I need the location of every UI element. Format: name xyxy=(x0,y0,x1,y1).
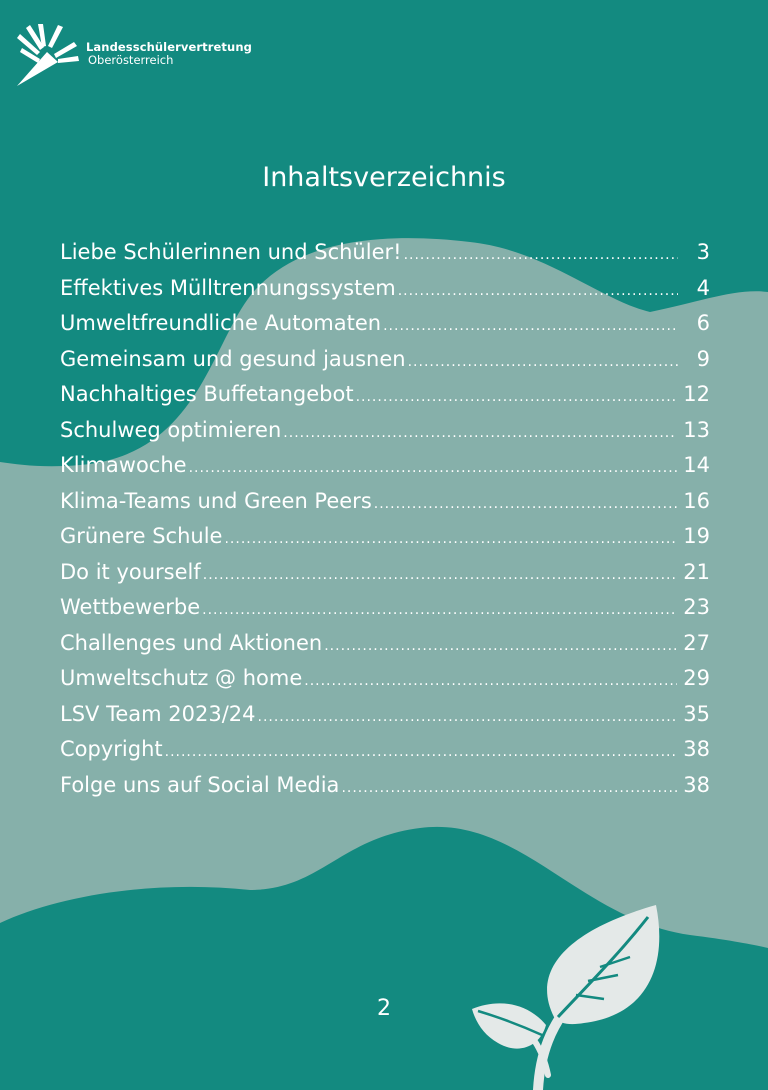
toc-dot-leader xyxy=(258,709,678,725)
toc-entry-label: Umweltfreundliche Automaten xyxy=(60,311,382,335)
toc-entry-label: Nachhaltiges Buffetangebot xyxy=(60,382,354,406)
toc-dot-leader xyxy=(165,744,678,760)
toc-entry[interactable] xyxy=(60,702,710,738)
page-number: 2 xyxy=(377,996,391,1021)
toc-entry[interactable] xyxy=(60,276,710,312)
toc-dot-leader xyxy=(203,567,678,583)
toc-entry-page: 3 xyxy=(696,240,710,264)
toc-entry-page: 9 xyxy=(696,346,710,371)
leaf-plant-icon xyxy=(468,905,668,1090)
toc-entry[interactable] xyxy=(60,631,710,667)
toc-entry-label: Copyright xyxy=(60,737,163,761)
table-of-contents xyxy=(60,240,710,808)
toc-entry-page: 14 xyxy=(683,453,710,477)
toc-dot-leader xyxy=(324,638,677,654)
toc-dot-leader xyxy=(356,389,678,405)
toc-entry[interactable] xyxy=(60,666,710,702)
toc-entry-label: Do it yourself xyxy=(60,559,201,584)
toc-entry[interactable] xyxy=(60,418,710,454)
toc-entry-label: Umweltschutz @ home xyxy=(60,666,303,690)
toc-entry[interactable] xyxy=(60,524,710,560)
toc-entry-label: Challenges und Aktionen xyxy=(60,630,323,655)
toc-entry-label: Effektives Mülltrennungssystem xyxy=(60,275,396,300)
toc-entry[interactable] xyxy=(60,737,710,773)
toc-dot-leader xyxy=(374,496,678,512)
toc-entry-page: 21 xyxy=(683,559,710,584)
toc-entry-page: 6 xyxy=(696,311,710,335)
toc-entry-page: 38 xyxy=(683,737,710,761)
toc-entry[interactable] xyxy=(60,347,710,383)
toc-entry[interactable] xyxy=(60,595,710,631)
toc-entry-page: 38 xyxy=(683,772,710,797)
toc-entry[interactable] xyxy=(60,453,710,489)
toc-dot-leader xyxy=(404,247,678,263)
toc-entry-page: 4 xyxy=(696,275,710,300)
toc-dot-leader xyxy=(408,354,678,370)
toc-entry[interactable] xyxy=(60,773,710,809)
toc-entry-page: 16 xyxy=(683,488,710,513)
toc-entry-label: Klimawoche xyxy=(60,453,187,477)
toc-dot-leader xyxy=(202,602,677,618)
toc-dot-leader xyxy=(189,460,678,476)
toc-entry-page: 23 xyxy=(683,595,710,619)
toc-dot-leader xyxy=(341,780,677,796)
toc-dot-leader xyxy=(224,531,677,547)
toc-dot-leader xyxy=(283,425,677,441)
toc-entry-label: Schulweg optimieren xyxy=(60,417,282,442)
toc-entry-page: 35 xyxy=(683,701,710,726)
toc-entry-page: 19 xyxy=(683,524,710,548)
toc-entry[interactable] xyxy=(60,560,710,596)
toc-entry-label: Wettbewerbe xyxy=(60,595,201,619)
toc-dot-leader xyxy=(398,283,678,299)
page-title: Inhaltsverzeichnis xyxy=(262,162,506,193)
toc-entry-page: 13 xyxy=(683,417,710,442)
toc-entry[interactable] xyxy=(60,489,710,525)
toc-entry-label: Liebe Schülerinnen und Schüler! xyxy=(60,240,402,264)
toc-dot-leader xyxy=(383,318,678,334)
toc-entry-label: Grünere Schule xyxy=(60,524,223,548)
small-leaf xyxy=(472,1003,546,1048)
toc-entry[interactable] xyxy=(60,311,710,347)
toc-entry-label: Gemeinsam und gesund jausnen xyxy=(60,346,406,371)
toc-entry-page: 29 xyxy=(683,666,710,690)
brand-name: Landesschülervertretung xyxy=(86,40,252,54)
toc-entry-page: 27 xyxy=(683,630,710,655)
toc-entry-label: Klima-Teams und Green Peers xyxy=(60,488,372,513)
toc-dot-leader xyxy=(304,673,677,689)
toc-entry[interactable] xyxy=(60,240,710,276)
toc-entry[interactable] xyxy=(60,382,710,418)
brand-region: Oberösterreich xyxy=(88,53,174,67)
toc-entry-label: LSV Team 2023/24 xyxy=(60,701,256,726)
toc-entry-label: Folge uns auf Social Media xyxy=(60,772,340,797)
lsv-logo-icon xyxy=(14,22,84,94)
toc-entry-page: 12 xyxy=(683,382,710,406)
brand-block xyxy=(86,41,252,67)
